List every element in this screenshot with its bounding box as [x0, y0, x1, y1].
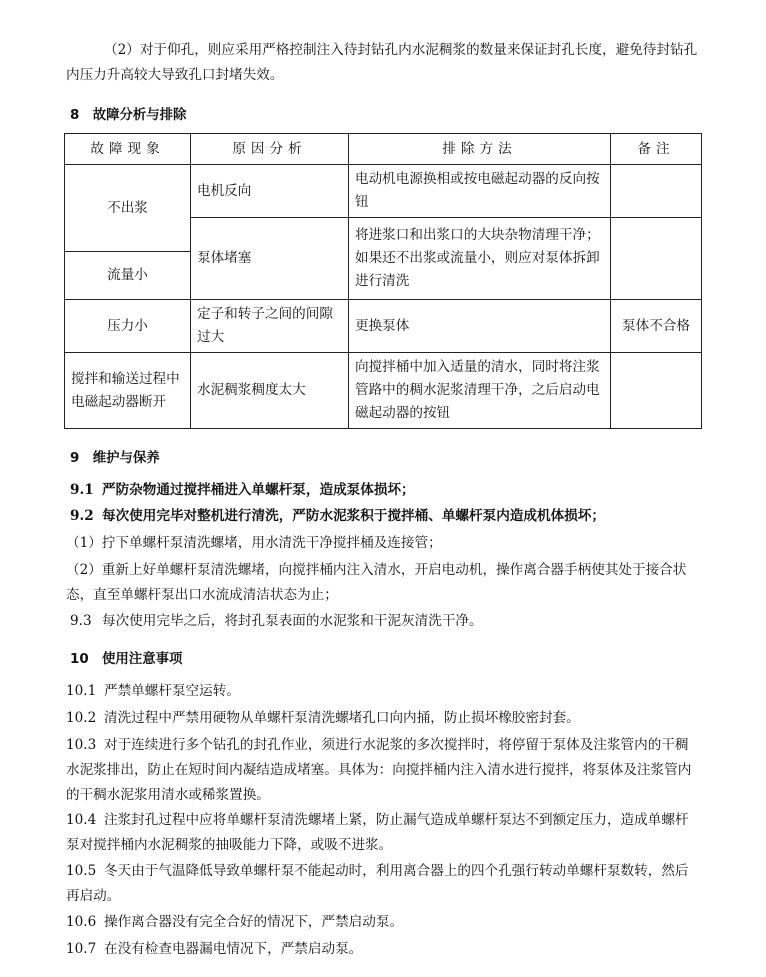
fault-cell: 流量小 [65, 252, 191, 300]
item-9-2 [70, 504, 700, 529]
table-row [65, 165, 702, 218]
item-10-1 [66, 679, 700, 704]
item-text: 严禁单螺杆泵空运转。 [104, 683, 240, 699]
item-text: 严防杂物通过搅拌桶进入单螺杆泵，造成泵体损坏； [102, 482, 415, 498]
note-cell: 泵体不合格 [611, 300, 702, 353]
header-cause: 原因分析 [191, 134, 349, 165]
item-number: 9.1 [70, 482, 94, 498]
step-2: （2）重新上好单螺杆泵清洗螺堵，向搅拌桶内注入清水，开启电动机，操作离合器手柄使其处于接合状态，直至单螺杆泵出口水流成清洁状态为止； [66, 562, 687, 603]
fix-cell: 向搅拌桶中加入适量的清水，同时将注浆管路中的稠水泥浆清理干净，之后启动电磁起动器的按钮 [349, 353, 611, 429]
table-header-row [65, 134, 702, 165]
section-10-heading: 10 使用注意事项 [70, 652, 183, 667]
note-cell [611, 165, 702, 218]
section-9-heading: 9 维护与保养 [70, 451, 160, 466]
item-9-1 [70, 478, 700, 503]
item-number: 9.3 [70, 613, 92, 629]
fault-cell: 不出浆 [65, 165, 191, 252]
item-text: 在没有检查电器漏电情况下，严禁启动泵。 [104, 941, 363, 957]
header-note: 备注 [611, 134, 702, 165]
item-9-3 [70, 609, 700, 634]
item-10-4 [66, 808, 700, 858]
cause-cell: 水泥稠浆稠度太大 [191, 353, 349, 429]
item-10-2 [66, 706, 700, 731]
item-number: 10.1 [66, 683, 97, 699]
item-text: 冬天由于气温降低导致单螺杆泵不能起动时，利用离合器上的四个孔强行转动单螺杆泵数转，然后再启动。 [66, 863, 689, 904]
item-10-6 [66, 910, 700, 935]
item-text: 操作离合器没有完全合好的情况下，严禁启动泵。 [104, 914, 404, 930]
header-fix: 排除方法 [349, 134, 611, 165]
section-8-heading: 8 故障分析与排除 [70, 108, 187, 123]
item-number: 10.2 [66, 710, 97, 726]
fix-cell: 更换泵体 [349, 300, 611, 353]
fix-cell: 电动机电源换相或按电磁起动器的反向按钮 [349, 165, 611, 218]
fault-cell: 压力小 [65, 300, 191, 353]
item-text: 每次使用完毕之后，将封孔泵表面的水泥浆和干泥灰清洗干净。 [102, 613, 483, 629]
item-10-5 [66, 859, 700, 909]
fix-cell: 将进浆口和出浆口的大块杂物清理干净；如果还不出浆或流量小，则应对泵体拆卸进行清洗 [349, 218, 611, 300]
item-text: 注浆封孔过程中应将单螺杆泵清洗螺堵上紧，防止漏气造成单螺杆泵达不到额定压力，造成单螺杆泵对搅拌桶内水泥稠浆的抽吸能力下降，或吸不进浆。 [66, 812, 689, 853]
item-text: 对于连续进行多个钻孔的封孔作业，须进行水泥浆的多次搅拌时，将停留于泵体及注浆管内的干稠水泥浆排出，防止在短时间内凝结造成堵塞。具体为：向搅拌桶内注入清水进行搅拌，将泵体及注浆管内的干稠水泥浆用清水或稀浆置换。 [66, 737, 692, 803]
item-number: 10.7 [66, 941, 97, 957]
fault-cell: 搅拌和输送过程中电磁起动器断开 [65, 353, 191, 429]
cause-cell: 泵体堵塞 [191, 218, 349, 300]
cause-cell: 电机反向 [191, 165, 349, 218]
note-cell [611, 353, 702, 429]
item-number: 10.6 [66, 914, 97, 930]
item-number: 10.5 [66, 863, 97, 879]
cause-cell: 定子和转子之间的间隙过大 [191, 300, 349, 353]
note-cell [611, 218, 702, 300]
item-10-3 [66, 733, 700, 808]
fault-analysis-table [64, 133, 702, 429]
item-text: 每次使用完毕对整机进行清洗，严防水泥浆积于搅拌桶、单螺杆泵内造成机体损坏； [102, 508, 605, 524]
item-number: 10.4 [66, 812, 97, 828]
table-row [65, 353, 702, 429]
step-1: （1）拧下单螺杆泵清洗螺堵，用水清洗干净搅拌桶及连接管； [66, 535, 442, 551]
item-number: 10.3 [66, 737, 97, 753]
item-10-7 [66, 937, 700, 962]
item-number: 9.2 [70, 508, 94, 524]
intro-paragraph: （2）对于仰孔，则应采用严格控制注入待封钻孔内水泥稠浆的数量来保证封孔长度，避免待封钻孔内压力升高较大导致孔口封堵失效。 [66, 42, 698, 83]
header-fault: 故障现象 [65, 134, 191, 165]
table-row [65, 300, 702, 353]
item-text: 清洗过程中严禁用硬物从单螺杆泵清洗螺堵孔口向内捅，防止损坏橡胶密封套。 [104, 710, 580, 726]
